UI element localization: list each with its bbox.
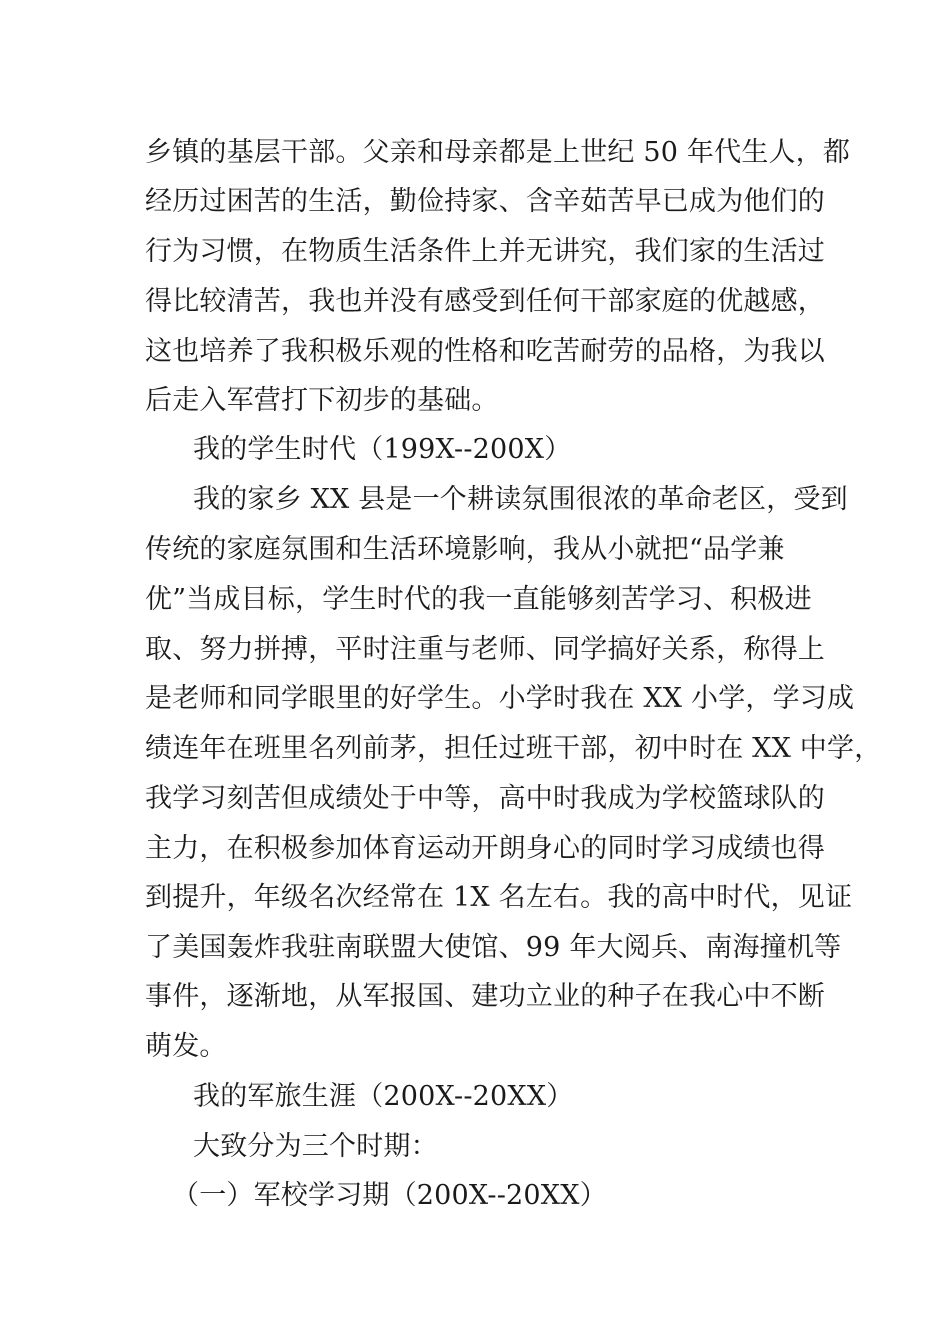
text-line: 优”当成目标，学生时代的我一直能够刻苦学习、积极进 bbox=[145, 584, 812, 615]
section-heading: 我的学生时代（199X--200X） bbox=[193, 434, 572, 465]
text-line: 传统的家庭氛围和生活环境影响，我从小就把“品学兼 bbox=[145, 534, 785, 565]
text-line: 乡镇的基层干部。父亲和母亲都是上世纪 50 年代生人，都 bbox=[145, 137, 851, 168]
text-line: 得比较清苦，我也并没有感受到任何干部家庭的优越感， bbox=[145, 286, 825, 317]
text-line: 绩连年在班里名列前茅，担任过班干部，初中时在 XX 中学， bbox=[145, 733, 882, 764]
text-line: 我学习刻苦但成绩处于中等，高中时我成为学校篮球队的 bbox=[145, 783, 825, 814]
text-line: 到提升，年级名次经常在 1X 名左右。我的高中时代，见证 bbox=[145, 882, 853, 913]
text-line: 大致分为三个时期： bbox=[193, 1131, 438, 1162]
text-line: 是老师和同学眼里的好学生。小学时我在 XX 小学，学习成 bbox=[145, 683, 855, 714]
text-line: 事件，逐渐地，从军报国、建功立业的种子在我心中不断 bbox=[145, 981, 825, 1012]
subsection-heading: （一）军校学习期（200X--20XX） bbox=[172, 1180, 607, 1211]
text-line: 了美国轰炸我驻南联盟大使馆、99 年大阅兵、南海撞机等 bbox=[145, 932, 842, 963]
text-line: 我的家乡 XX 县是一个耕读氛围很浓的革命老区，受到 bbox=[193, 484, 848, 515]
text-line: 取、努力拼搏，平时注重与老师、同学搞好关系，称得上 bbox=[145, 634, 825, 665]
text-line: 这也培养了我积极乐观的性格和吃苦耐劳的品格，为我以 bbox=[145, 336, 825, 367]
text-line: 经历过困苦的生活，勤俭持家、含辛茹苦早已成为他们的 bbox=[145, 186, 825, 217]
text-line: 萌发。 bbox=[145, 1031, 227, 1062]
text-line: 主力，在积极参加体育运动开朗身心的同时学习成绩也得 bbox=[145, 833, 825, 864]
section-heading: 我的军旅生涯（200X--20XX） bbox=[193, 1081, 574, 1112]
text-line: 行为习惯，在物质生活条件上并无讲究，我们家的生活过 bbox=[145, 236, 825, 267]
text-line: 后走入军营打下初步的基础。 bbox=[145, 385, 499, 416]
